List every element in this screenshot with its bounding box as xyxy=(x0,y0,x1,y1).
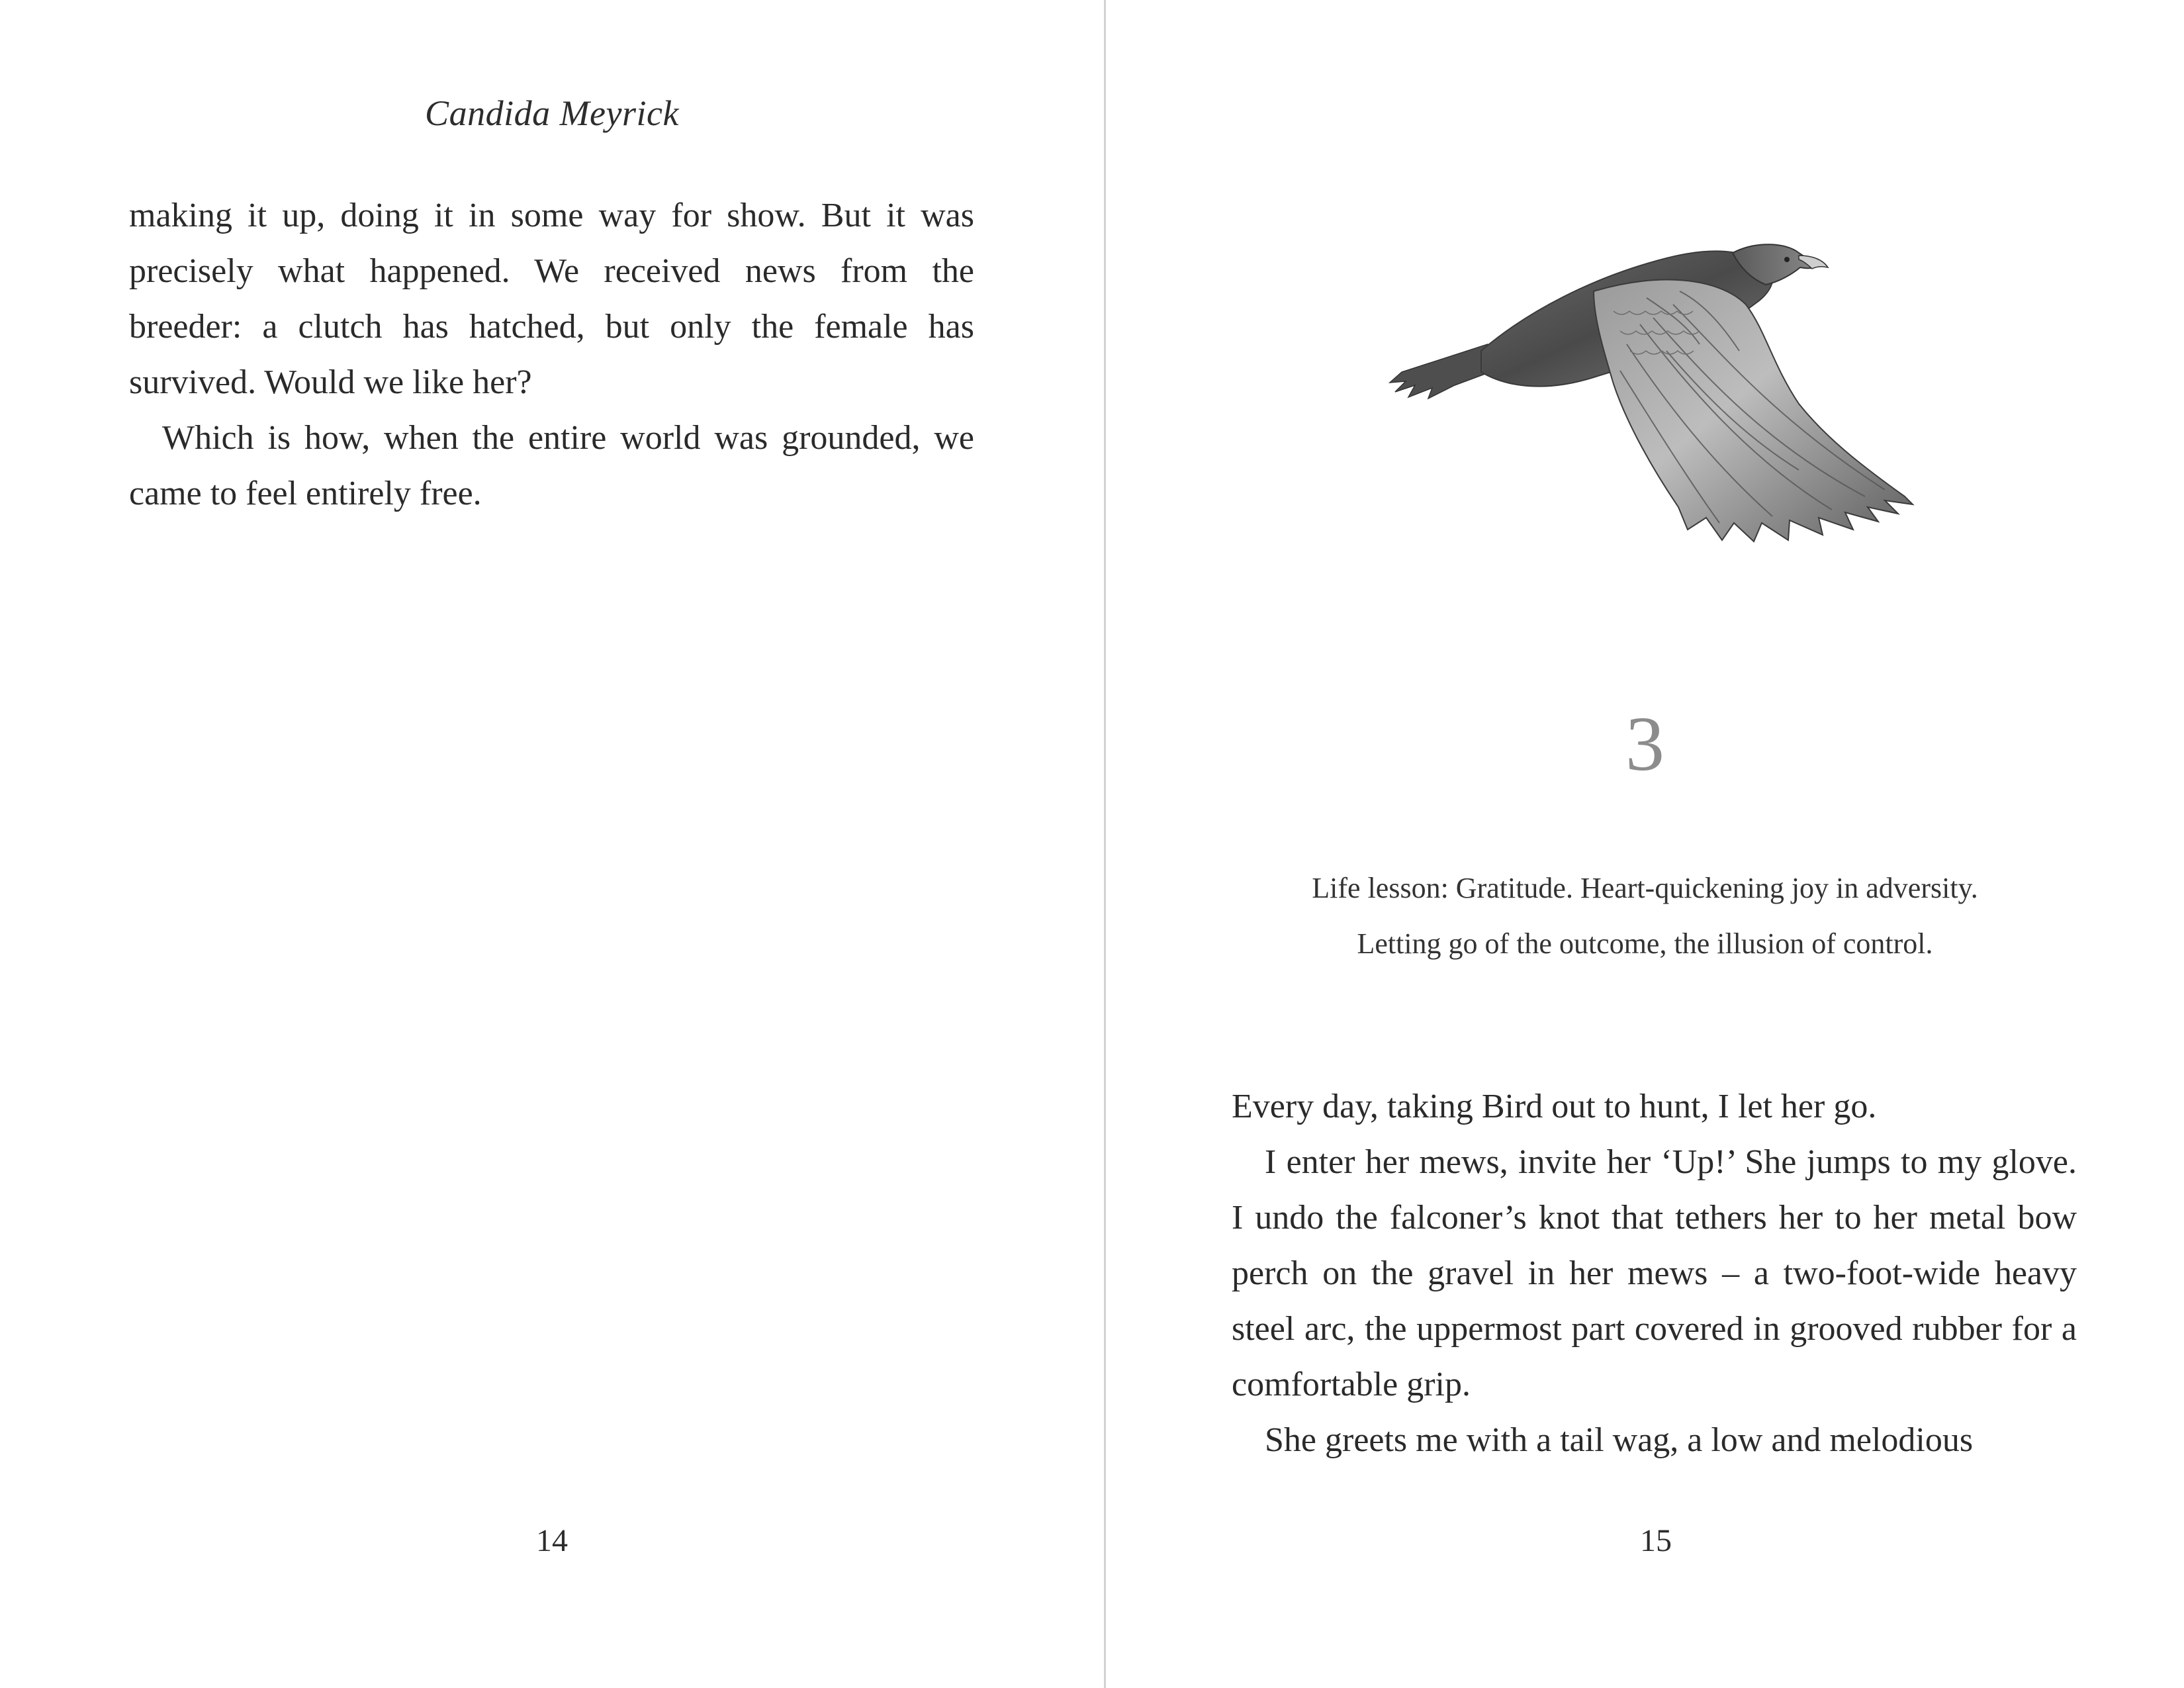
epigraph-line: Letting go of the outcome, the illusion of control. xyxy=(1357,927,1933,960)
page-number-left: 14 xyxy=(536,1523,568,1558)
running-head-author: Candida Meyrick xyxy=(425,93,679,133)
page-number-right: 15 xyxy=(1640,1523,1672,1558)
paragraph: making it up, doing it in some way for show. But it was precisely what happened. We received news from the breeder: a clutch has hatched, but only the female has survived. Would we like her? xyxy=(129,197,974,401)
epigraph-line: Life lesson: Gratitude. Heart-quickening joy in adversity. xyxy=(1312,872,1978,904)
paragraph: Every day, taking Bird out to hunt, I let her go. xyxy=(1232,1088,1877,1125)
left-page-body-text xyxy=(129,188,974,522)
right-page-body-text xyxy=(1232,1079,2077,1468)
paragraph: I enter her mews, invite her ‘Up!’ She jumps to my glove. I undo the falconer’s knot that tethers her to her metal bow perch on the gravel in her mews – a two-foot-wide heavy steel arc, the uppermost part covered in grooved rubber for a comfortable grip. xyxy=(1232,1143,2077,1403)
chapter-epigraph xyxy=(1106,861,2184,972)
chapter-number: 3 xyxy=(1625,700,1664,787)
right-page xyxy=(1106,0,2184,1688)
eagle-eye xyxy=(1784,257,1790,262)
eagle-in-flight-illustration xyxy=(1375,218,1944,609)
paragraph: Which is how, when the entire world was grounded, we came to feel entirely free. xyxy=(129,419,974,512)
paragraph: She greets me with a tail wag, a low and melodious xyxy=(1265,1421,1974,1459)
eagle-wing xyxy=(1594,280,1913,541)
